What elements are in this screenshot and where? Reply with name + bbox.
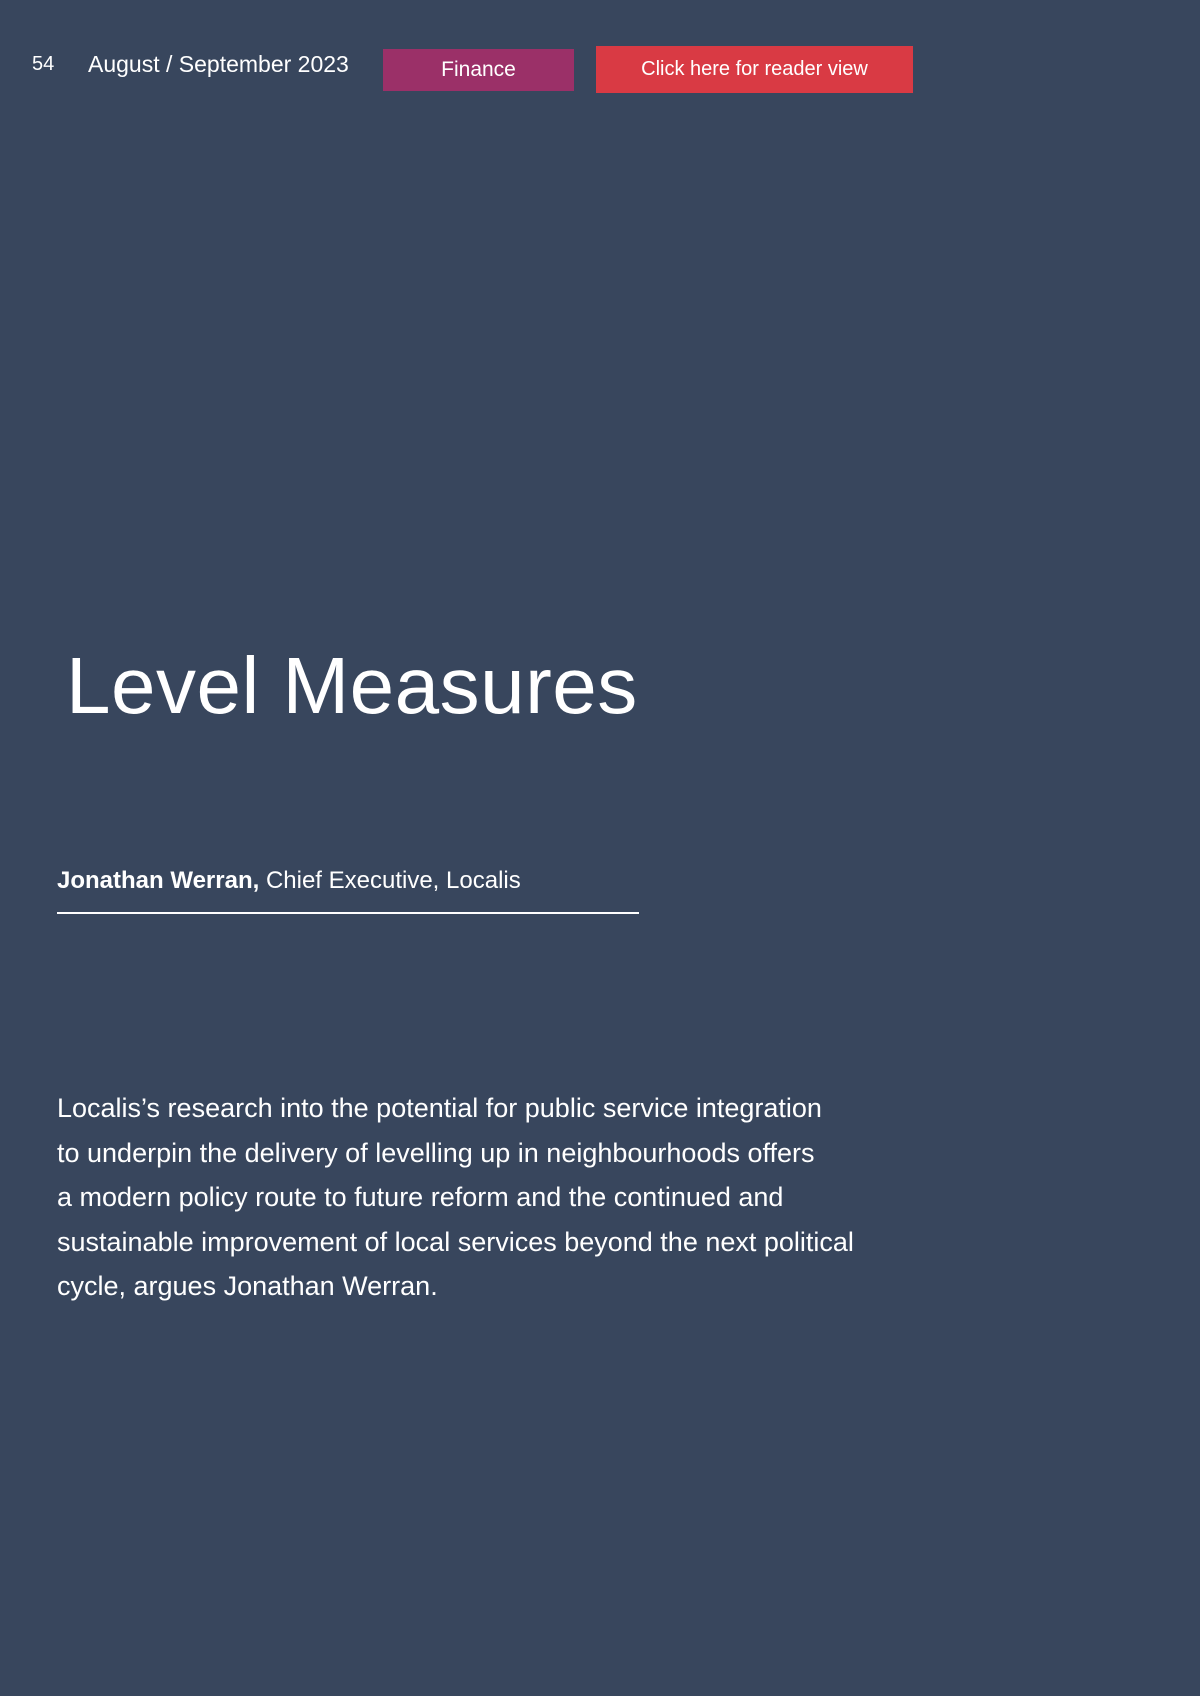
- standfirst-line: to underpin the delivery of levelling up in neighbourhoods offers: [57, 1137, 815, 1168]
- standfirst-line: Localis’s research into the potential for public service integration: [57, 1093, 822, 1123]
- article-title: Level Measures: [66, 641, 638, 730]
- page-number: 54: [32, 53, 55, 75]
- standfirst-line: sustainable improvement of local services beyond the next political: [57, 1226, 854, 1257]
- author-role: Chief Executive, Localis: [265, 867, 521, 894]
- page-header: [0, 0, 1200, 120]
- author-name: Jonathan Werran,: [57, 867, 260, 894]
- reader-view-button[interactable]: Click here for reader view: [596, 46, 913, 93]
- section-tag-finance[interactable]: Finance: [383, 49, 574, 91]
- article-standfirst: [57, 1086, 957, 1309]
- issue-date: August / September 2023: [88, 51, 349, 77]
- standfirst-line: a modern policy route to future reform and the continued and: [57, 1182, 784, 1212]
- standfirst-line: cycle, argues Jonathan Werran.: [57, 1271, 438, 1301]
- byline-divider: [57, 912, 639, 914]
- byline: [57, 864, 521, 898]
